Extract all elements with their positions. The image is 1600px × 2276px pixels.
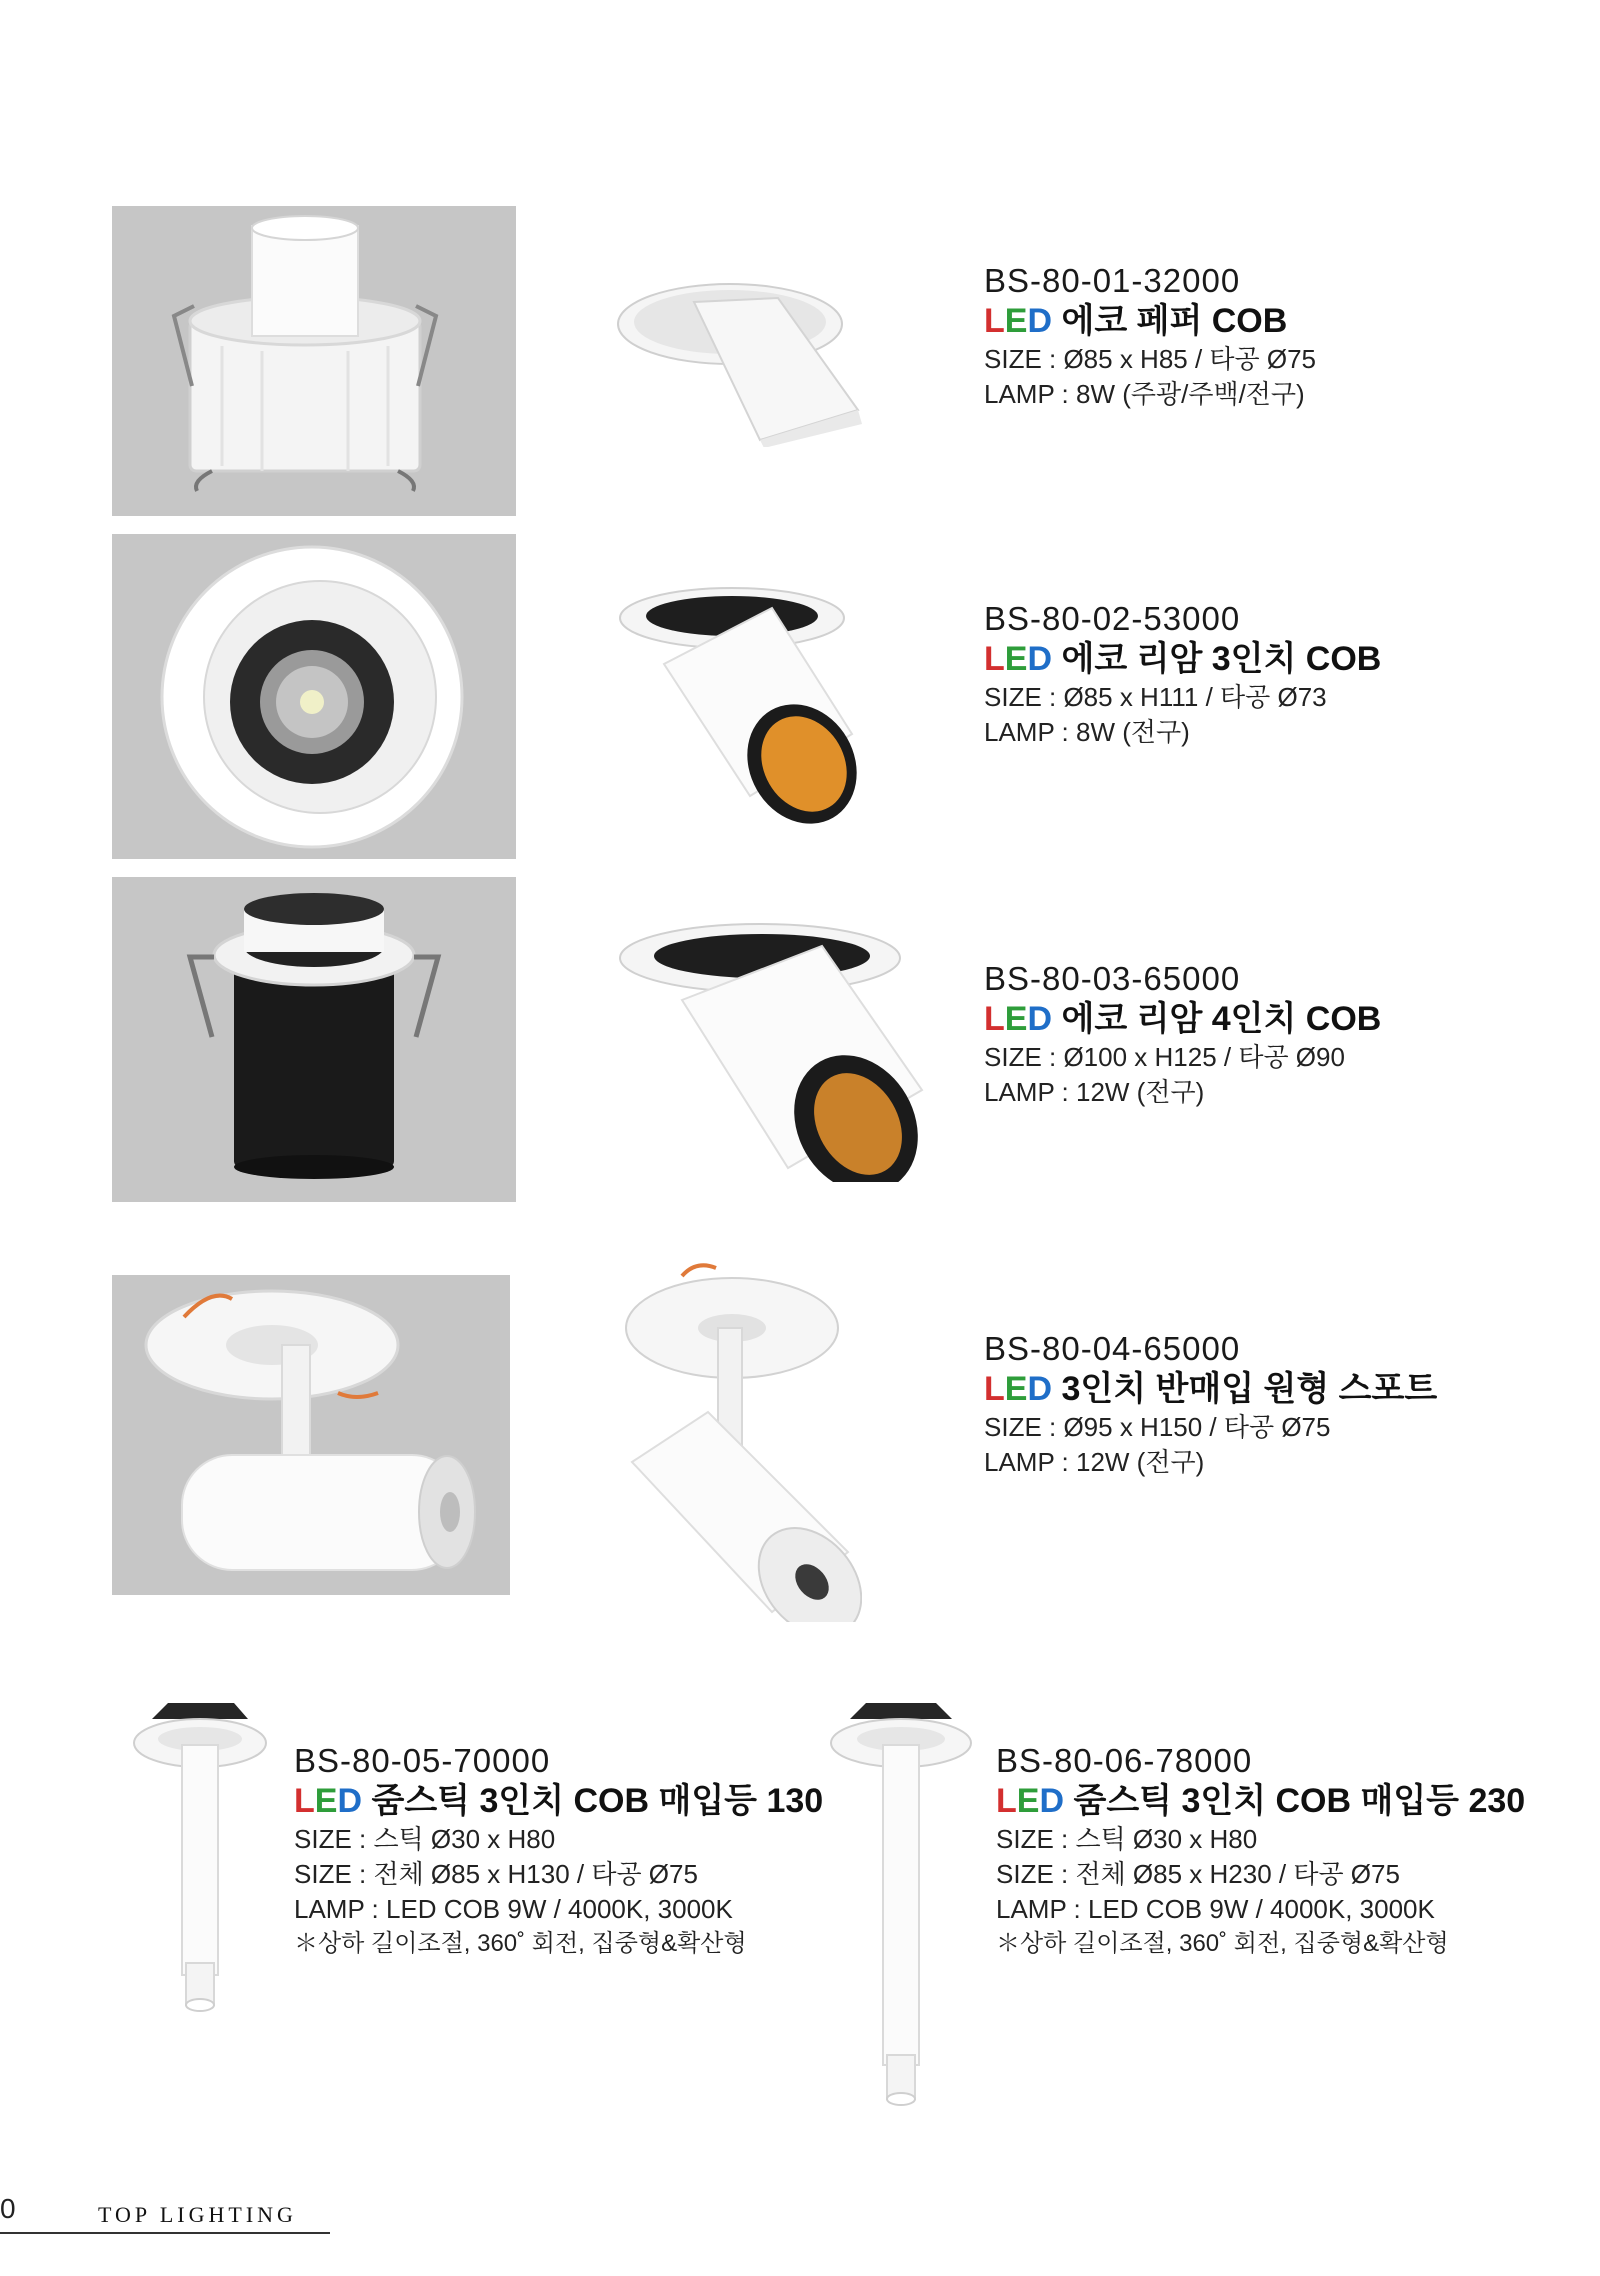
product-code: BS-80-02-53000 (984, 600, 1241, 637)
spec-size: SIZE : Ø95 x H150 / 타공 Ø75 (984, 1412, 1331, 1442)
product-spec-4 (984, 1330, 1437, 1480)
product-title: LED 3인치 반매입 원형 스포트 (984, 1370, 1438, 1408)
spec-size: SIZE : Ø100 x H125 / 타공 Ø90 (984, 1042, 1345, 1072)
spec-size-stick: SIZE : 스틱 Ø30 x H80 (294, 1824, 556, 1854)
product-render-3 (612, 920, 930, 1182)
spec-lamp: LAMP : 8W (주광/주백/전구) (984, 379, 1305, 409)
product-code: BS-80-03-65000 (984, 960, 1241, 997)
product-render-6 (826, 1695, 976, 2115)
brand-name: TOP LIGHTING (98, 2202, 297, 2227)
product-render-4 (612, 1262, 862, 1622)
product-code: BS-80-05-70000 (294, 1742, 551, 1779)
product-render-2 (612, 584, 862, 829)
spec-lamp: LAMP : LED COB 9W / 4000K, 3000K (294, 1894, 733, 1924)
product-title: LED 줌스틱 3인치 COB 매입등 230 (996, 1782, 1526, 1820)
product-render-5 (130, 1695, 270, 2025)
spec-size-total: SIZE : 전체 Ø85 x H130 / 타공 Ø75 (294, 1859, 698, 1889)
product-photo-1 (112, 206, 516, 516)
spec-size: SIZE : Ø85 x H111 / 타공 Ø73 (984, 682, 1327, 712)
spec-lamp: LAMP : 12W (전구) (984, 1077, 1205, 1107)
spec-size: SIZE : Ø85 x H85 / 타공 Ø75 (984, 344, 1317, 374)
product-title: LED 에코 리암 3인치 COB (984, 640, 1382, 678)
spec-lamp: LAMP : 8W (전구) (984, 717, 1190, 747)
product-render-1 (612, 272, 867, 447)
spec-size-total: SIZE : 전체 Ø85 x H230 / 타공 Ø75 (996, 1859, 1400, 1889)
spec-note: ＊상하 길이조절, 360˚ 회전, 집중형&확산형 (996, 1930, 1449, 1957)
product-photo-4 (112, 1275, 510, 1595)
product-title: LED 줌스틱 3인치 COB 매입등 130 (294, 1782, 824, 1820)
spec-lamp: LAMP : 12W (전구) (984, 1447, 1205, 1477)
product-code: BS-80-06-78000 (996, 1742, 1253, 1779)
product-code: BS-80-01-32000 (984, 262, 1241, 299)
product-title: LED 에코 리암 4인치 COB (984, 1000, 1382, 1038)
product-spec-3 (984, 960, 1381, 1110)
product-photo-2 (112, 534, 516, 859)
product-spec-6 (996, 1742, 1525, 1961)
product-spec-5 (294, 1742, 823, 1961)
footer-divider (0, 2232, 330, 2234)
product-spec-1 (984, 262, 1316, 412)
spec-size-stick: SIZE : 스틱 Ø30 x H80 (996, 1824, 1258, 1854)
spec-note: ＊상하 길이조절, 360˚ 회전, 집중형&확산형 (294, 1930, 747, 1957)
product-code: BS-80-04-65000 (984, 1330, 1241, 1367)
product-title: LED 에코 페퍼 COB (984, 302, 1288, 340)
page-number: 0 (0, 2193, 16, 2224)
product-spec-2 (984, 600, 1381, 750)
spec-lamp: LAMP : LED COB 9W / 4000K, 3000K (996, 1894, 1435, 1924)
product-photo-3 (112, 877, 516, 1202)
